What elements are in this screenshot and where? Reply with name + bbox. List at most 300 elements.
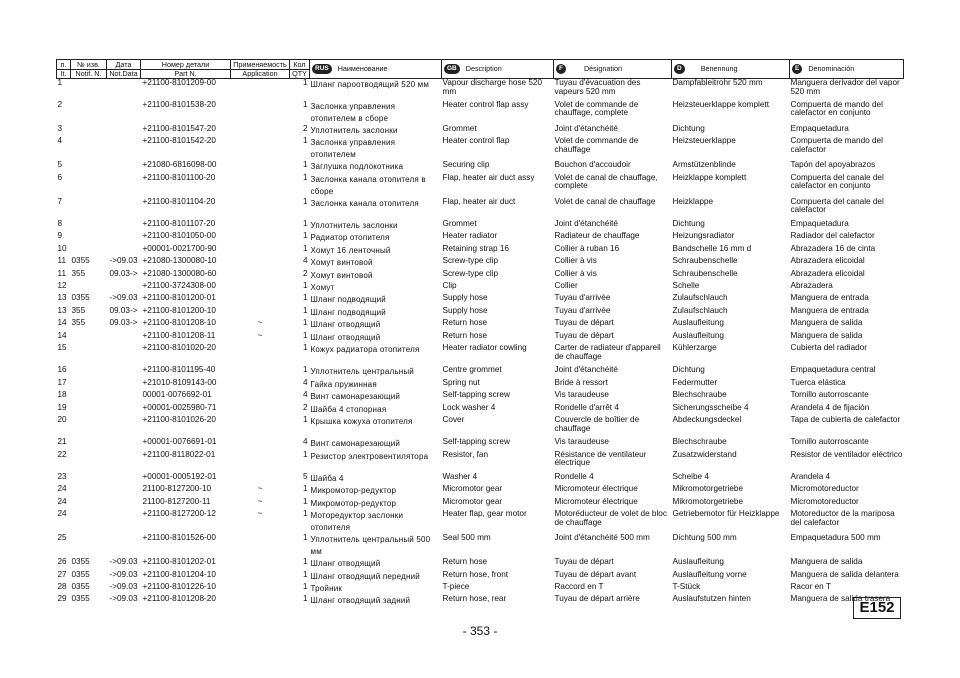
cell-designation-fr: Vis taraudeuse (554, 438, 609, 447)
cell-notif (71, 161, 107, 173)
cell-application (231, 595, 290, 607)
cell-denominacion-es: Empaquetadura central (790, 366, 876, 375)
cell-item-no: 2 (57, 100, 63, 109)
cell-qty: 1 (302, 331, 308, 340)
cell-application (231, 245, 290, 257)
cell-application (231, 438, 290, 450)
cell-denominacion-es: Compuerta del canale del calefactor en conjunto (790, 173, 884, 191)
cell-notif (71, 510, 107, 534)
cell-name-ru: Хомут винтовой (310, 258, 373, 268)
cell-item-no: 10 (57, 244, 67, 253)
cell-notif (71, 416, 107, 438)
cell-description-en: T-piece (442, 583, 470, 592)
cell-qty: 1 (302, 534, 308, 543)
table-row (57, 404, 904, 416)
rus-badge-icon: RUS (312, 64, 332, 74)
cell-notif: 0355 (71, 595, 90, 604)
cell-date: ->09.03 (109, 570, 138, 579)
cell-part-number: +21080-6816098-00 (142, 161, 217, 170)
cell-denominacion-es: Abrazadera (790, 282, 833, 291)
cell-item-no: 9 (57, 232, 63, 241)
cell-designation-fr: Tuyau d'arrivée (554, 306, 611, 315)
cell-description-en: Return hose (442, 331, 488, 340)
cell-item-no: 18 (57, 391, 67, 400)
header-german: D Benennung (672, 60, 790, 79)
cell-denominacion-es: Tuerca elástica (790, 378, 846, 387)
cell-item-no: 23 (57, 473, 67, 482)
cell-benennung-de: Schelle (672, 282, 700, 291)
table-row (57, 451, 904, 473)
cell-application (231, 270, 290, 282)
table-row (57, 101, 904, 125)
gb-badge-icon: GB (444, 64, 460, 74)
cell-date (107, 366, 141, 378)
table-row (57, 583, 904, 595)
cell-name-ru: Кожух радиатора отопителя (310, 344, 420, 354)
cell-designation-fr: Rondelle d'arrêt 4 (554, 403, 619, 412)
cell-denominacion-es: Compuerta de mando del calefactor (790, 137, 883, 154)
header-qty: Кол (290, 60, 310, 70)
cell-description-en: Lock washer 4 (442, 403, 496, 412)
cell-benennung-de: Zulaufschlauch (672, 294, 728, 303)
cell-name-ru: Заслонка канала отопителя (310, 198, 419, 208)
cell-part-number: 00001-0076692-01 (142, 391, 212, 400)
cell-part-number: +00001-0021700-90 (142, 244, 217, 253)
cell-designation-fr: Motoréducteur de volet de bloc de chauffage (554, 510, 667, 527)
cell-notif (71, 498, 107, 510)
cell-benennung-de: Auslaufleitung (672, 331, 724, 340)
cell-benennung-de: Schraubenschelle (672, 257, 738, 266)
cell-denominacion-es: Manguera de entrada (790, 306, 869, 315)
cell-part-number: +21100-8101208-10 (142, 319, 216, 328)
cell-notif (71, 534, 107, 558)
header-english: GB Description (442, 60, 554, 79)
cell-benennung-de: Zulaufschlauch (672, 306, 728, 315)
cell-name-ru: Гайка пружинная (310, 379, 377, 389)
cell-item-no: 20 (57, 415, 67, 424)
cell-date (107, 485, 141, 497)
cell-date: ->09.03 (109, 257, 138, 266)
cell-date (107, 510, 141, 534)
cell-part-number: +21080-1300080-60 (142, 269, 217, 278)
cell-name-ru: Микромотор-редуктор (310, 498, 397, 508)
cell-notif (71, 79, 107, 101)
cell-notif (71, 282, 107, 294)
table-row (57, 510, 904, 534)
cell-description-en: Return hose, rear (442, 595, 507, 604)
cell-date (107, 282, 141, 294)
cell-notif (71, 379, 107, 391)
table-row (57, 485, 904, 497)
cell-description-en: Spring nut (442, 378, 480, 387)
cell-name-ru: Шланг подводящий (310, 307, 386, 317)
cell-benennung-de: Federmutter (672, 378, 718, 387)
cell-application (231, 137, 290, 161)
header-spanish: E Denominación (790, 60, 904, 79)
cell-denominacion-es: Motoreductor de la mariposa del calefactor (790, 510, 895, 527)
cell-application (231, 232, 290, 244)
cell-benennung-de: Auslaufleitung (672, 558, 724, 567)
cell-designation-fr: Tuyau de départ arrière (554, 595, 640, 604)
cell-name-ru: Хомут (310, 283, 335, 293)
table-row (57, 595, 904, 607)
cell-qty: 2 (302, 403, 308, 412)
table-row (57, 379, 904, 391)
cell-qty: 1 (302, 595, 308, 604)
cell-item-no: 29 (57, 595, 67, 604)
cell-application (231, 101, 290, 125)
cell-description-en: Clip (442, 282, 457, 291)
cell-application (231, 198, 290, 220)
cell-name-ru: Хомут винтовой (310, 270, 373, 280)
cell-application (231, 583, 290, 595)
cell-part-number: +21100-8101104-20 (142, 197, 216, 206)
cell-item-no: 25 (57, 534, 67, 543)
cell-name-ru: Заслонка управления отопителем в сборе (310, 101, 396, 123)
header-notif: № изв. (71, 60, 107, 70)
cell-denominacion-es: Manguera de entrada (790, 294, 869, 303)
header-qty-en: QTY (290, 70, 310, 79)
cell-name-ru: Винт самонарезающий (310, 439, 401, 449)
cell-benennung-de: Dichtung (672, 124, 705, 133)
cell-denominacion-es: Empaquetadura (790, 124, 849, 133)
cell-application: ~ (257, 485, 263, 494)
cell-denominacion-es: Cubierta del radiador (790, 343, 867, 352)
cell-item-no: 28 (57, 583, 67, 592)
cell-date (107, 198, 141, 220)
cell-date (107, 344, 141, 366)
cell-name-ru: Шланг отводящий передний (310, 571, 420, 581)
cell-benennung-de: Zusatzwiderstand (672, 450, 737, 459)
table-row (57, 498, 904, 510)
header-date: Дата (107, 60, 141, 70)
cell-notif: 0355 (71, 257, 90, 266)
cell-notif: 355 (71, 306, 86, 315)
cell-name-ru: Уплотнитель заслонки (310, 125, 398, 135)
cell-designation-fr: Joint d'étanchéité 500 mm (554, 534, 650, 543)
cell-description-en: Supply hose (442, 306, 488, 315)
cell-part-number: 21100-8127200-11 (142, 497, 211, 506)
cell-benennung-de: T-Stück (672, 583, 701, 592)
table-row (57, 416, 904, 438)
cell-part-number: +21080-1300080-10 (142, 257, 217, 266)
cell-name-ru: Резистор электровентилятора (310, 451, 429, 461)
table-row (57, 282, 904, 294)
cell-denominacion-es: Manguera de salida (790, 558, 863, 567)
cell-item-no: 14 (57, 331, 67, 340)
cell-denominacion-es: Arandela 4 (790, 473, 831, 482)
cell-notif (71, 332, 107, 344)
cell-qty: 1 (302, 244, 308, 253)
cell-qty: 4 (302, 257, 308, 266)
cell-designation-fr: Tuyau de départ (554, 331, 614, 340)
cell-description-en: Vapour discharge hose 520 mm (442, 78, 543, 96)
cell-part-number: +00001-0076691-01 (142, 438, 217, 447)
cell-benennung-de: Mikromotorgetriebe (672, 485, 744, 494)
cell-designation-fr: Micromoteur électrique (554, 485, 638, 494)
header-part-n: Part N. (141, 70, 231, 79)
cell-description-en: Resistor, fan (442, 450, 489, 459)
header-russian: RUS Наименование (310, 60, 442, 79)
parts-table (56, 59, 904, 608)
cell-qty: 1 (302, 450, 308, 459)
cell-designation-fr: Couvercle de boîtier de chauffage (554, 415, 640, 433)
cell-description-en: Supply hose (442, 294, 488, 303)
cell-application (231, 473, 290, 485)
cell-date (107, 101, 141, 125)
cell-benennung-de: Bandschelle 16 mm d (672, 244, 752, 253)
table-row (57, 294, 904, 306)
cell-date: 09.03-> (109, 269, 138, 278)
cell-description-en: Heater radiator cowling (442, 343, 527, 352)
cell-date: ->09.03 (109, 595, 138, 604)
table-row (57, 571, 904, 583)
table-row (57, 319, 904, 331)
cell-part-number: +21100-8127200-12 (142, 510, 216, 519)
cell-part-number: +21100-8101202-01 (142, 558, 216, 567)
cell-qty: 1 (302, 570, 308, 579)
cell-date: ->09.03 (109, 294, 138, 303)
cell-notif: 0355 (71, 558, 90, 567)
cell-notif: 355 (71, 319, 86, 328)
table-row (57, 307, 904, 319)
cell-qty: 1 (302, 343, 308, 352)
cell-denominacion-es: Micromotoreductor (790, 497, 859, 506)
cell-notif (71, 391, 107, 403)
cell-date (107, 404, 141, 416)
cell-part-number: +21100-8101107-20 (142, 220, 216, 229)
cell-description-en: Heater flap, gear motor (442, 510, 527, 519)
cell-denominacion-es: Abrazadera elicoidal (790, 269, 865, 278)
header-not-data: Not.Data (107, 70, 141, 79)
cell-benennung-de: Dampfableitrohr 520 mm (672, 78, 763, 87)
cell-denominacion-es: Abrazadera elicoidal (790, 257, 865, 266)
cell-qty: 1 (302, 197, 308, 206)
cell-benennung-de: Heizungsradiator (672, 232, 735, 241)
cell-benennung-de: Armstützenblinde (672, 161, 736, 170)
cell-name-ru: Уплотнитель центральный (310, 367, 414, 377)
cell-name-ru: Шланг отводящий (310, 559, 381, 569)
cell-part-number: +21100-8101542-20 (142, 137, 216, 146)
cell-description-en: Heater radiator (442, 232, 498, 241)
cell-name-ru: Шланг отводящий задний (310, 596, 411, 606)
cell-item-no: 22 (57, 450, 67, 459)
cell-description-en: Grommet (442, 124, 477, 133)
table-row (57, 391, 904, 403)
cell-date (107, 232, 141, 244)
cell-qty: 4 (302, 438, 308, 447)
cell-denominacion-es: Manguera de salida (790, 319, 863, 328)
cell-qty: 1 (302, 415, 308, 424)
cell-application (231, 451, 290, 473)
cell-item-no: 11 (57, 257, 66, 266)
cell-benennung-de: Blechschraube (672, 438, 727, 447)
header-application-en: Application (231, 70, 290, 79)
cell-notif (71, 485, 107, 497)
cell-notif: 0355 (71, 583, 90, 592)
cell-qty: 1 (302, 497, 308, 506)
cell-item-no: 8 (57, 220, 63, 229)
cell-part-number: +21100-8101204-10 (142, 570, 216, 579)
cell-designation-fr: Bride à ressort (554, 378, 608, 387)
cell-application (231, 307, 290, 319)
cell-item-no: 24 (57, 510, 67, 519)
cell-description-en: Centre grommet (442, 366, 502, 375)
table-row (57, 125, 904, 137)
cell-item-no: 13 (57, 306, 67, 315)
cell-description-en: Retaining strap 16 (442, 244, 509, 253)
cell-application: ~ (257, 510, 263, 519)
cell-part-number: +21100-8101026-20 (142, 415, 216, 424)
table-row (57, 245, 904, 257)
cell-designation-fr: Volet de commande de chauffage, complete (554, 100, 639, 118)
table-header (57, 60, 904, 79)
cell-designation-fr: Volet de canal de chauffage (554, 197, 656, 206)
cell-name-ru: Тройник (310, 584, 343, 594)
cell-qty: 5 (302, 473, 308, 482)
d-badge-icon: D (674, 64, 685, 74)
cell-date (107, 245, 141, 257)
f-badge-icon: F (556, 64, 566, 74)
cell-designation-fr: Tuyau de départ (554, 319, 614, 328)
cell-qty: 1 (302, 319, 308, 328)
cell-denominacion-es: Empaquetadura (790, 220, 849, 229)
cell-item-no: 21 (57, 438, 67, 447)
cell-part-number: +21100-8101547-20 (142, 124, 216, 133)
cell-item-no: 12 (57, 282, 67, 291)
cell-designation-fr: Joint d'étanchéité (554, 220, 618, 229)
cell-qty: 1 (302, 137, 308, 146)
cell-designation-fr: Radiateur de chauffage (554, 232, 640, 241)
table-row (57, 558, 904, 570)
cell-date (107, 220, 141, 232)
cell-part-number: 21100-8127200-10 (142, 485, 212, 494)
cell-date (107, 174, 141, 198)
cell-qty: 1 (302, 220, 308, 229)
cell-part-number: +00001-0005192-01 (142, 473, 217, 482)
cell-benennung-de: Scheibe 4 (672, 473, 709, 482)
cell-denominacion-es: Manguera de salida (790, 331, 863, 340)
cell-benennung-de: Blechschraube (672, 391, 727, 400)
cell-denominacion-es: Empaquetadura 500 mm (790, 534, 881, 543)
cell-notif (71, 245, 107, 257)
cell-denominacion-es: Manguera de salida delantera (790, 570, 899, 579)
cell-qty: 1 (302, 306, 308, 315)
cell-designation-fr: Collier à ruban 16 (554, 244, 620, 253)
cell-notif (71, 366, 107, 378)
cell-application (231, 379, 290, 391)
cell-application (231, 558, 290, 570)
cell-description-en: Return hose, front (442, 570, 509, 579)
cell-notif (71, 451, 107, 473)
header-notif-n: Notif. N. (71, 70, 107, 79)
header-item: It. (57, 70, 71, 79)
table-row (57, 220, 904, 232)
cell-benennung-de: Auslaufleitung vorne (672, 570, 747, 579)
cell-qty: 4 (302, 391, 308, 400)
cell-denominacion-es: Radiador del calefactor (790, 232, 875, 241)
table-row (57, 332, 904, 344)
cell-name-ru: Шланг отводящий (310, 320, 381, 330)
cell-description-en: Return hose (442, 319, 488, 328)
cell-description-en: Heater control flap assy (442, 100, 529, 109)
cell-name-ru: Микромотор-редуктор (310, 486, 397, 496)
cell-designation-fr: Joint d'étanchéité (554, 124, 618, 133)
cell-date (107, 125, 141, 137)
cell-notif: 355 (71, 269, 86, 278)
table-row (57, 270, 904, 282)
cell-denominacion-es: Tornillo autorroscante (790, 438, 869, 447)
header-french: F Désignation (554, 60, 672, 79)
cell-date (107, 391, 141, 403)
cell-name-ru: Заглушка подлокотника (310, 162, 404, 172)
cell-application (231, 282, 290, 294)
cell-application (231, 161, 290, 173)
cell-part-number: +21100-8101538-20 (142, 100, 216, 109)
table-row (57, 366, 904, 378)
cell-designation-fr: Bouchon d'accoudoir (554, 161, 631, 170)
cell-notif (71, 473, 107, 485)
cell-notif (71, 404, 107, 416)
cell-qty: 1 (302, 100, 308, 109)
cell-benennung-de: Kühlerzarge (672, 343, 717, 352)
e-badge-icon: E (792, 64, 802, 74)
cell-designation-fr: Tuyau de départ (554, 558, 614, 567)
cell-application (231, 416, 290, 438)
cell-description-en: Seal 500 mm (442, 534, 491, 543)
cell-description-en: Self-tapping screw (442, 438, 510, 447)
cell-date (107, 498, 141, 510)
cell-designation-fr: Volet de canal de chauffage, complete (554, 173, 658, 191)
cell-name-ru: Радиатор отопителя (310, 233, 390, 243)
cell-description-en: Screw-type clip (442, 269, 499, 278)
cell-application: ~ (257, 497, 263, 506)
cell-part-number: +21100-8101526-00 (142, 534, 216, 543)
cell-application (231, 79, 290, 101)
cell-description-en: Flap, heater air duct assy (442, 173, 535, 182)
cell-date (107, 451, 141, 473)
cell-notif (71, 174, 107, 198)
cell-benennung-de: Heizsteuerklappe komplett (672, 100, 769, 109)
cell-application (231, 257, 290, 269)
cell-notif: 0355 (71, 294, 90, 303)
cell-designation-fr: Collier (554, 282, 578, 291)
cell-item-no: 1 (57, 78, 63, 87)
cell-name-ru: Шланг отводящий (310, 332, 381, 342)
cell-item-no: 15 (57, 343, 67, 352)
page-number: - 353 - (462, 624, 498, 638)
cell-application (231, 174, 290, 198)
table-row (57, 174, 904, 198)
cell-name-ru: Уплотнитель центральный 500 мм (310, 535, 431, 557)
parts-sheet (56, 59, 903, 608)
cell-benennung-de: Dichtung (672, 366, 705, 375)
cell-date (107, 438, 141, 450)
cell-qty: 1 (302, 232, 308, 241)
cell-designation-fr: Joint d'étanchéité (554, 366, 618, 375)
cell-item-no: 5 (57, 161, 63, 170)
cell-designation-fr: Volet de commande de chauffage (554, 137, 639, 154)
cell-denominacion-es: Compuerta de mando del calefactor en conjunto (790, 100, 883, 118)
cell-designation-fr: Rondelle 4 (554, 473, 594, 482)
cell-qty: 1 (302, 294, 308, 303)
sheet-id-box: E152 (853, 597, 901, 619)
cell-item-no: 17 (57, 378, 67, 387)
cell-name-ru: Шайба 4 (310, 474, 344, 484)
cell-notif (71, 344, 107, 366)
cell-designation-fr: Collier à vis (554, 269, 597, 278)
table-row (57, 438, 904, 450)
